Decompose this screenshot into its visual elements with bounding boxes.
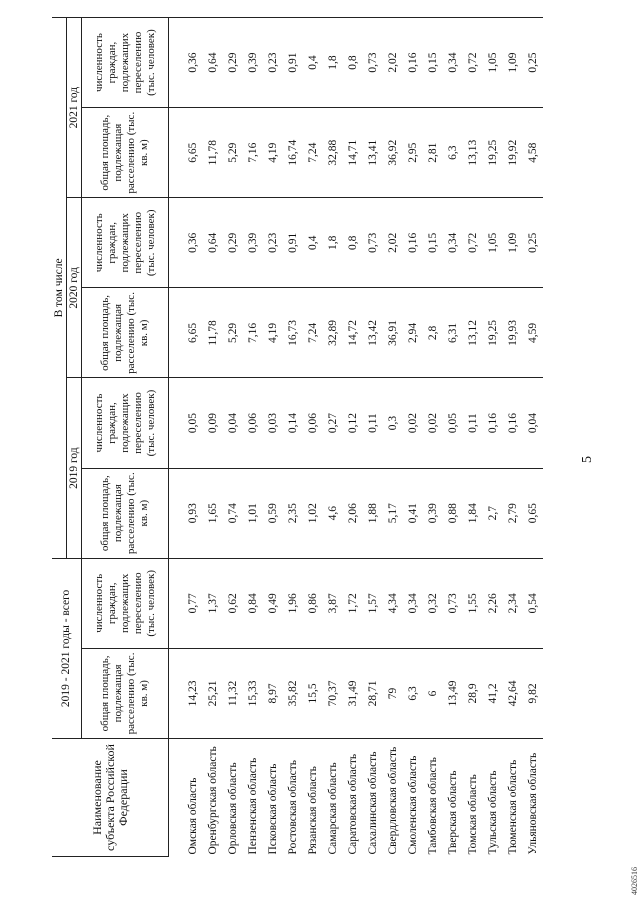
table-cell: 0,8	[343, 18, 363, 108]
table-cell: 0,05	[443, 378, 463, 468]
region-name: Псковская область	[263, 739, 283, 857]
table-cell: 0,25	[523, 18, 543, 108]
table-cell: 1,05	[483, 18, 503, 108]
table-cell: 0,03	[263, 378, 283, 468]
table-row	[263, 18, 283, 857]
table-cell: 0,64	[203, 18, 223, 108]
table-cell: 32,88	[323, 108, 343, 198]
table-cell: 1,09	[503, 18, 523, 108]
table-cell: 35,82	[283, 648, 303, 738]
region-name: Самарская область	[323, 739, 343, 857]
table-cell: 0,32	[423, 558, 443, 648]
table-cell: 0,93	[169, 468, 204, 558]
table-cell: 28,71	[363, 648, 383, 738]
table-cell: 0,39	[423, 468, 443, 558]
table-cell: 32,89	[323, 288, 343, 378]
year-2019-header: 2019 год	[67, 378, 82, 558]
table-cell: 5,29	[223, 108, 243, 198]
people-2019-header: численность граждан, подлежащих переселению (тыс. человек)	[82, 378, 169, 468]
table-cell: 8,97	[263, 648, 283, 738]
table-body	[169, 18, 544, 857]
table-cell: 19,25	[483, 288, 503, 378]
page-number: 5	[580, 456, 595, 463]
table-cell: 0,72	[463, 198, 483, 288]
table-cell: 0,8	[343, 198, 363, 288]
table-cell: 0,06	[303, 378, 323, 468]
table-row	[423, 18, 443, 857]
table-cell: 0,16	[503, 378, 523, 468]
table-cell: 0,11	[463, 378, 483, 468]
table-cell: 14,23	[169, 648, 204, 738]
table-cell: 16,73	[283, 288, 303, 378]
region-name: Орловская область	[223, 739, 243, 857]
region-name: Тульская область	[483, 739, 503, 857]
table-cell: 1,96	[283, 558, 303, 648]
region-name: Свердловская область	[383, 739, 403, 857]
table-cell: 0,77	[169, 558, 204, 648]
year-2021-header: 2021 год	[67, 18, 82, 198]
table-row	[343, 18, 363, 857]
table-cell: 0,4	[303, 198, 323, 288]
region-name: Саратовская область	[343, 739, 363, 857]
table-cell: 5,29	[223, 288, 243, 378]
table-cell: 0,12	[343, 378, 363, 468]
table-cell: 36,91	[383, 288, 403, 378]
table-cell: 1,84	[463, 468, 483, 558]
table-cell: 0,54	[523, 558, 543, 648]
table-cell: 1,57	[363, 558, 383, 648]
table-cell: 2,02	[383, 198, 403, 288]
table-cell: 1,65	[203, 468, 223, 558]
table-cell: 13,13	[463, 108, 483, 198]
table-row	[169, 18, 204, 857]
region-name: Ульяновская область	[523, 739, 543, 857]
table-cell: 0,39	[243, 18, 263, 108]
table-cell: 13,42	[363, 288, 383, 378]
table-cell: 0,49	[263, 558, 283, 648]
area-2019-header: общая площадь, подлежащая расселению (тыс. кв. м)	[82, 468, 169, 558]
table-cell: 6	[423, 648, 443, 738]
table-cell: 6,31	[443, 288, 463, 378]
table-cell: 0,23	[263, 198, 283, 288]
table-cell: 11,32	[223, 648, 243, 738]
table-row	[283, 18, 303, 857]
table-row	[463, 18, 483, 857]
region-header: Наименование субъекта Российской Федерации	[52, 739, 169, 857]
table-cell: 0,4	[303, 18, 323, 108]
table-cell: 0,23	[263, 18, 283, 108]
table-row	[363, 18, 383, 857]
table-cell: 5,17	[383, 468, 403, 558]
table-cell: 19,93	[503, 288, 523, 378]
table-row	[223, 18, 243, 857]
region-name: Пензенская область	[243, 739, 263, 857]
table-row	[503, 18, 523, 857]
resettlement-table	[52, 17, 543, 857]
table-cell: 15,5	[303, 648, 323, 738]
region-name: Оренбургская область	[203, 739, 223, 857]
table-cell: 28,9	[463, 648, 483, 738]
table-cell: 4,6	[323, 468, 343, 558]
total-header: 2019 - 2021 годы - всего	[52, 558, 82, 738]
table-cell: 3,87	[323, 558, 343, 648]
table-cell: 0,27	[323, 378, 343, 468]
table-cell: 0,11	[363, 378, 383, 468]
table-cell: 0,04	[523, 378, 543, 468]
table-cell: 0,91	[283, 198, 303, 288]
table-cell: 0,73	[363, 198, 383, 288]
table-cell: 0,72	[463, 18, 483, 108]
table-cell: 1,88	[363, 468, 383, 558]
table-cell: 2,34	[503, 558, 523, 648]
area-2020-header: общая площадь, подлежащая расселению (тыс. кв. м)	[82, 288, 169, 378]
table-cell: 0,06	[243, 378, 263, 468]
table-cell: 0,91	[283, 18, 303, 108]
table-cell: 0,05	[169, 378, 204, 468]
table-cell: 13,49	[443, 648, 463, 738]
table-cell: 2,06	[343, 468, 363, 558]
table-cell: 0,34	[443, 18, 463, 108]
table-cell: 1,8	[323, 18, 343, 108]
table-cell: 2,81	[423, 108, 443, 198]
table-cell: 0,16	[483, 378, 503, 468]
table-row	[303, 18, 323, 857]
table-cell: 4,19	[263, 288, 283, 378]
table-cell: 0,74	[223, 468, 243, 558]
table-cell: 2,26	[483, 558, 503, 648]
table-cell: 1,72	[343, 558, 363, 648]
region-name: Рязанская область	[303, 739, 323, 857]
table-cell: 6,3	[443, 108, 463, 198]
table-cell: 0,59	[263, 468, 283, 558]
region-name: Тюменская область	[503, 739, 523, 857]
table-cell: 19,25	[483, 108, 503, 198]
table-cell: 7,16	[243, 108, 263, 198]
table-cell: 6,65	[169, 288, 204, 378]
table-cell: 0,29	[223, 18, 243, 108]
table-cell: 0,29	[223, 198, 243, 288]
table-cell: 0,64	[203, 198, 223, 288]
table-cell: 0,04	[223, 378, 243, 468]
table-cell: 0,02	[403, 378, 423, 468]
table-cell: 11,78	[203, 288, 223, 378]
table-cell: 1,01	[243, 468, 263, 558]
table-cell: 9,82	[523, 648, 543, 738]
table-cell: 15,33	[243, 648, 263, 738]
table-cell: 19,92	[503, 108, 523, 198]
people-2021-header: численность граждан, подлежащих переселению (тыс. человек)	[82, 18, 169, 108]
table-row	[403, 18, 423, 857]
table-cell: 0,88	[443, 468, 463, 558]
table-cell: 4,19	[263, 108, 283, 198]
table-cell: 0,34	[443, 198, 463, 288]
region-name: Томская область	[463, 739, 483, 857]
table-cell: 1,05	[483, 198, 503, 288]
table-row	[443, 18, 463, 857]
table-cell: 0,15	[423, 18, 443, 108]
table-cell: 0,3	[383, 378, 403, 468]
total-area-header: общая площадь, подлежащая расселению (тыс. кв. м)	[82, 648, 169, 738]
table-cell: 0,25	[523, 198, 543, 288]
table-cell: 1,55	[463, 558, 483, 648]
table-cell: 6,65	[169, 108, 204, 198]
region-name: Омская область	[169, 739, 204, 857]
region-name: Тверская область	[443, 739, 463, 857]
table-cell: 0,39	[243, 198, 263, 288]
table-cell: 42,64	[503, 648, 523, 738]
table-cell: 1,02	[303, 468, 323, 558]
table-cell: 2,02	[383, 18, 403, 108]
table-row	[203, 18, 223, 857]
table-cell: 0,36	[169, 198, 204, 288]
table-cell: 79	[383, 648, 403, 738]
table-cell: 2,8	[423, 288, 443, 378]
people-2020-header: численность граждан, подлежащих переселению (тыс. человек)	[82, 198, 169, 288]
table-cell: 7,16	[243, 288, 263, 378]
table-row	[383, 18, 403, 857]
table-cell: 31,49	[343, 648, 363, 738]
table-cell: 13,12	[463, 288, 483, 378]
table-cell: 0,16	[403, 18, 423, 108]
region-name: Сахалинская область	[363, 739, 383, 857]
region-name: Тамбовская область	[423, 739, 443, 857]
table-cell: 1,37	[203, 558, 223, 648]
table-cell: 0,41	[403, 468, 423, 558]
region-name: Ростовская область	[283, 739, 303, 857]
table-cell: 0,15	[423, 198, 443, 288]
table-cell: 0,16	[403, 198, 423, 288]
table-cell: 0,09	[203, 378, 223, 468]
table-cell: 1,09	[503, 198, 523, 288]
including-header: В том числе	[52, 18, 67, 559]
table-cell: 41,2	[483, 648, 503, 738]
table-cell: 36,92	[383, 108, 403, 198]
table-row	[483, 18, 503, 857]
table-cell: 7,24	[303, 288, 323, 378]
table-cell: 14,71	[343, 108, 363, 198]
table-cell: 0,65	[523, 468, 543, 558]
total-people-header: численность граждан, подлежащих переселению (тыс. человек)	[82, 558, 169, 648]
table-cell: 2,79	[503, 468, 523, 558]
table-row	[523, 18, 543, 857]
table-row	[323, 18, 343, 857]
table-cell: 2,94	[403, 288, 423, 378]
table-cell: 0,02	[423, 378, 443, 468]
table-row	[243, 18, 263, 857]
table-cell: 0,34	[403, 558, 423, 648]
table-cell: 6,3	[403, 648, 423, 738]
table-cell: 0,73	[363, 18, 383, 108]
table-cell: 16,74	[283, 108, 303, 198]
region-name: Смоленская область	[403, 739, 423, 857]
document-stamp: 4026516	[630, 867, 639, 895]
table-cell: 2,95	[403, 108, 423, 198]
table-cell: 1,8	[323, 198, 343, 288]
table-cell: 11,78	[203, 108, 223, 198]
table-cell: 0,62	[223, 558, 243, 648]
table-cell: 2,35	[283, 468, 303, 558]
table-cell: 7,24	[303, 108, 323, 198]
table-cell: 4,59	[523, 288, 543, 378]
table-cell: 25,21	[203, 648, 223, 738]
table-cell: 0,84	[243, 558, 263, 648]
year-2020-header: 2020 год	[67, 198, 82, 378]
table-cell: 4,34	[383, 558, 403, 648]
table-cell: 13,41	[363, 108, 383, 198]
table-cell: 0,86	[303, 558, 323, 648]
table-cell: 0,73	[443, 558, 463, 648]
table-cell: 70,37	[323, 648, 343, 738]
table-cell: 4,58	[523, 108, 543, 198]
table-cell: 0,14	[283, 378, 303, 468]
table-cell: 14,72	[343, 288, 363, 378]
table-cell: 0,36	[169, 18, 204, 108]
area-2021-header: общая площадь, подлежащая расселению (тыс. кв. м)	[82, 108, 169, 198]
table-cell: 2,7	[483, 468, 503, 558]
